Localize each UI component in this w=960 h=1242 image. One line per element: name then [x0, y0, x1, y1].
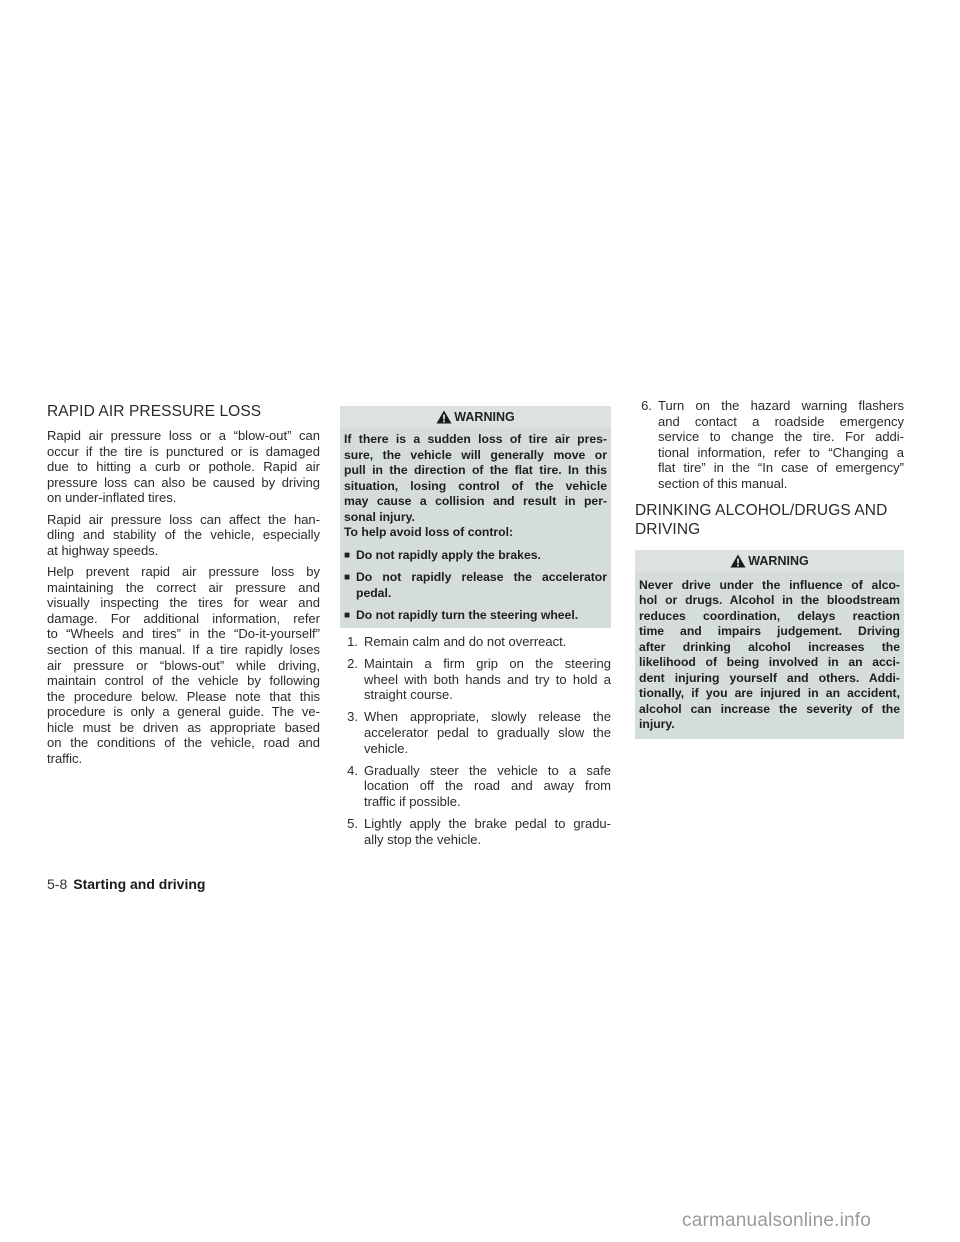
- step-text: [364, 656, 611, 703]
- text-line: may cause a collision and result in per-: [344, 494, 607, 508]
- step-number: 5.: [347, 815, 358, 831]
- watermark: carmanualsonline.info: [682, 1210, 872, 1231]
- text-line: dling and stability of the vehicle, especially: [47, 527, 320, 543]
- text-line: Help prevent rapid air pressure loss by: [47, 563, 320, 579]
- warning-header: [635, 550, 904, 572]
- step-number: 6.: [641, 398, 652, 413]
- text-line: after drinking alcohol increases the: [639, 639, 900, 654]
- step-item: [340, 634, 611, 650]
- procedure-steps: [340, 634, 611, 847]
- heading-line: DRIVING: [635, 520, 701, 538]
- warning-text: [639, 578, 900, 733]
- bullet-icon: ■: [344, 572, 351, 583]
- text-line: alcohol can increase the severity of the: [639, 701, 900, 716]
- text-line: maintaining the correct air pressure and: [47, 579, 320, 595]
- text-line: the procedure below. Please note that this: [47, 688, 320, 704]
- text-line: situation, losing control of the vehicle: [344, 478, 607, 493]
- text-line: Maintain a firm grip on the steering: [364, 656, 611, 672]
- text-line: pedal.: [356, 585, 392, 600]
- text-line: Do not rapidly apply the brakes.: [356, 547, 541, 562]
- text-line: Rapid air pressure loss or a “blow-out” can: [47, 428, 320, 443]
- warning-title: WARNING: [748, 553, 809, 568]
- text-line: If there is a sudden loss of tire air pres-: [344, 432, 607, 446]
- section-heading: [635, 501, 904, 539]
- text-line: dent injuring yourself and others. Addi-: [639, 670, 900, 685]
- text-line: ally stop the vehicle.: [364, 831, 482, 847]
- text-line: service to change the tire. For addi-: [658, 429, 904, 445]
- paragraph: [47, 512, 320, 559]
- text-line: likelihood of being involved in an acci-: [639, 655, 900, 670]
- text-line: vehicle.: [364, 740, 409, 756]
- bullet-text: [356, 570, 607, 601]
- text-line: Do not rapidly release the accelerator: [356, 570, 607, 584]
- text-line: sure, the vehicle will generally move or: [344, 447, 607, 462]
- section-heading: RAPID AIR PRESSURE LOSS: [47, 403, 262, 420]
- warning-text: [344, 432, 607, 525]
- text-line: and contact a roadside emergency: [658, 413, 904, 429]
- text-line: time and impairs judgement. Driving: [639, 624, 900, 639]
- text-line: tionally, if you are injured in an accident,: [639, 686, 900, 701]
- text-line: damage. For additional information, refer: [47, 610, 320, 626]
- text-line: When appropriate, slowly release the: [364, 709, 611, 725]
- step-number: 4.: [347, 762, 358, 778]
- text-line: injury.: [639, 717, 675, 732]
- text-line: maintain control of the vehicle by following: [47, 673, 320, 689]
- text-line: accelerator pedal to gradually slow the: [364, 724, 611, 740]
- text-line: pull in the direction of the flat tire. In this: [344, 463, 607, 477]
- text-line: Remain calm and do not overreact.: [364, 634, 567, 649]
- text-line: wheel with both hands and try to hold a: [364, 671, 611, 687]
- warning-bullet: [344, 608, 607, 624]
- text-line: To help avoid loss of control:: [344, 525, 514, 539]
- step-text: [364, 634, 611, 650]
- text-line: section of this manual.: [658, 475, 788, 491]
- warning-bullet: [344, 548, 607, 564]
- text-line: tional information, refer to “Changing a: [658, 444, 904, 460]
- step-number: 2.: [347, 656, 358, 672]
- warning-header: [340, 406, 611, 428]
- page-number: 5-8: [47, 876, 68, 892]
- text-line: on the conditions of the vehicle, road and: [47, 735, 320, 751]
- step-text: [364, 763, 611, 810]
- text-line: sonal injury.: [344, 509, 415, 524]
- bullet-text: [356, 548, 607, 564]
- heading-line: DRINKING ALCOHOL/DRUGS AND: [635, 501, 888, 519]
- warning-body: [340, 430, 611, 628]
- text-line: on under-inflated tires.: [47, 490, 177, 506]
- warning-title: WARNING: [454, 410, 515, 424]
- section-body: [47, 428, 320, 767]
- step-text: [658, 398, 904, 492]
- bullet-icon: ■: [344, 549, 351, 561]
- column-1: [47, 402, 320, 767]
- step-item: [340, 656, 611, 703]
- text-line: hicle must be driven as appropriate based: [47, 719, 320, 735]
- bullet-icon: ■: [344, 610, 351, 621]
- text-line: hol or drugs. Alcohol in the bloodstream: [639, 593, 900, 608]
- warning-box: [635, 550, 904, 739]
- warning-body: [635, 574, 904, 739]
- warning-triangle-icon: [730, 554, 746, 568]
- bullet-text: [356, 608, 607, 624]
- column-2: [340, 406, 611, 847]
- step-number: 1.: [347, 634, 358, 649]
- step-item: [340, 816, 611, 847]
- warning-box: [340, 406, 611, 628]
- text-line: occur if the tire is punctured or is damaged: [47, 443, 320, 459]
- text-line: Turn on the hazard warning flashers: [658, 398, 904, 413]
- text-line: Never drive under the influence of alco-: [639, 577, 900, 592]
- section-title: Starting and driving: [73, 876, 206, 892]
- step-item: [635, 398, 904, 492]
- step-item: [340, 709, 611, 756]
- warning-lead: [344, 525, 607, 541]
- page-footer: [47, 876, 205, 892]
- text-line: to “Wheels and tires” in the “Do-it-yourself”: [47, 626, 320, 642]
- text-line: due to hitting a curb or pothole. Rapid air: [47, 459, 320, 475]
- text-line: at highway speeds.: [47, 542, 159, 558]
- text-line: visually inspecting the tires for wear and: [47, 595, 320, 611]
- step-text: [364, 709, 611, 756]
- text-line: flat tire” in the “In case of emergency”: [658, 460, 904, 476]
- warning-bullet: [344, 570, 607, 601]
- text-line: traffic.: [47, 751, 83, 767]
- text-line: Lightly apply the brake pedal to gradu-: [364, 815, 611, 831]
- text-line: pressure loss can also be caused by driving: [47, 474, 320, 490]
- text-line: Do not rapidly turn the steering wheel.: [356, 608, 579, 622]
- column-3: [635, 398, 904, 739]
- paragraph: [47, 564, 320, 767]
- text-line: Rapid air pressure loss can affect the han-: [47, 511, 320, 527]
- warning-triangle-icon: [436, 410, 452, 424]
- text-line: straight course.: [364, 687, 453, 703]
- text-line: location off the road and away from: [364, 778, 611, 794]
- step-item: [340, 763, 611, 810]
- text-line: traffic if possible.: [364, 793, 461, 809]
- paragraph: [47, 428, 320, 506]
- text-line: Gradually steer the vehicle to a safe: [364, 762, 611, 778]
- text-line: section of this manual. If a tire rapidly loses: [47, 641, 320, 657]
- step-text: [364, 816, 611, 847]
- text-line: air pressure or “blows-out” while driving,: [47, 657, 320, 673]
- text-line: reduces coordination, delays reaction: [639, 608, 900, 623]
- step-number: 3.: [347, 709, 358, 725]
- text-line: procedure is only a general guide. The ve-: [47, 704, 320, 720]
